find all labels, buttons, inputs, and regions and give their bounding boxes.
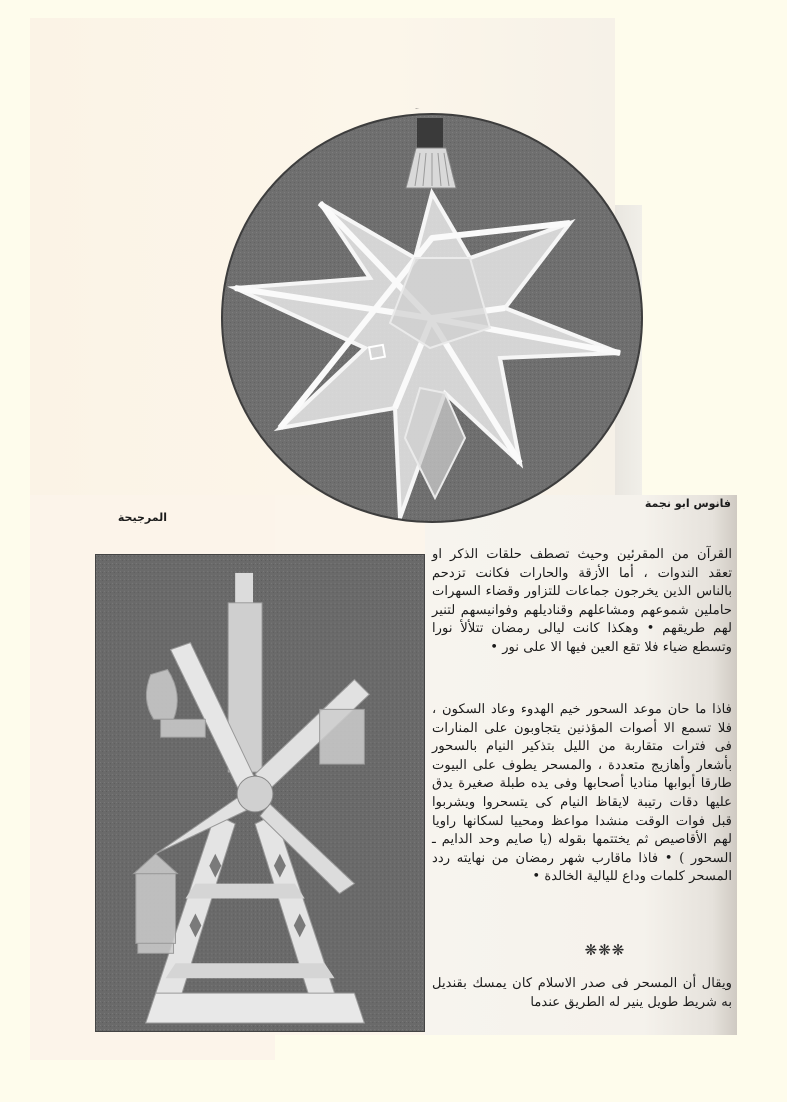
swing-lantern-image <box>96 555 424 1031</box>
star-lantern-photo <box>220 108 644 524</box>
figure-caption-swing-lantern: المرجيحة <box>117 511 167 524</box>
article-paragraph <box>432 975 732 1012</box>
swing-lantern-photo <box>95 554 425 1032</box>
section-separator: ❋❋❋ <box>584 941 626 959</box>
paragraph-text: القرآن من المقرئين وحيث تصطف حلقات الذكر او تعقد الندوات ، أما الأزقة والحارات فكانت تزدحم بالناس الذين يخرجون جماعات للتزاور وقضاء السهرات حاملين شموعهم ومشاعلهم وقناديلهم وفوانيسهم لتنير لهم طريقهم • وهكذا كانت ليالى رمضان تتلألأ نورا وتسطع ضياء فلا تقع العين فيها الا على نور • <box>432 547 732 655</box>
article-paragraph <box>432 701 732 887</box>
star-lantern-image <box>220 108 644 524</box>
figure-caption-star-lantern: فانوس ابو نجمة <box>644 497 731 510</box>
article-paragraph <box>432 546 732 658</box>
paragraph-text: فاذا ما حان موعد السحور خيم الهدوء وعاد السكون ، فلا تسمع الا أصوات المؤذنين يتجاوبون على المنارات فى فترات متقاربة من الليل بتذكير النيام بالسحور بأشعار وأهازيج متعددة ، والمسحر يطوف على البيوت طارقا أبوابها مناديا أصحابها وفى يده طبلة صغيرة يدق عليها دقات رتيبة لايقاظ النيام كى يتسحروا ويشربوا قبل فوات الوقت منشدا مواعظ ومحييا لسكانها راويا لهم الأقاصيص ثم يختتمها بقوله (يا صايم وحد الدايم ـ السحور ) • فاذا ماقارب شهر رمضان من نهايته ردد المسحر كلمات وداع لليالية الخالدة • <box>432 702 732 885</box>
paragraph-text: ويقال أن المسحر فى صدر الاسلام كان يمسك بقنديل به شريط طويل ينير له الطريق عندما <box>432 976 732 1010</box>
